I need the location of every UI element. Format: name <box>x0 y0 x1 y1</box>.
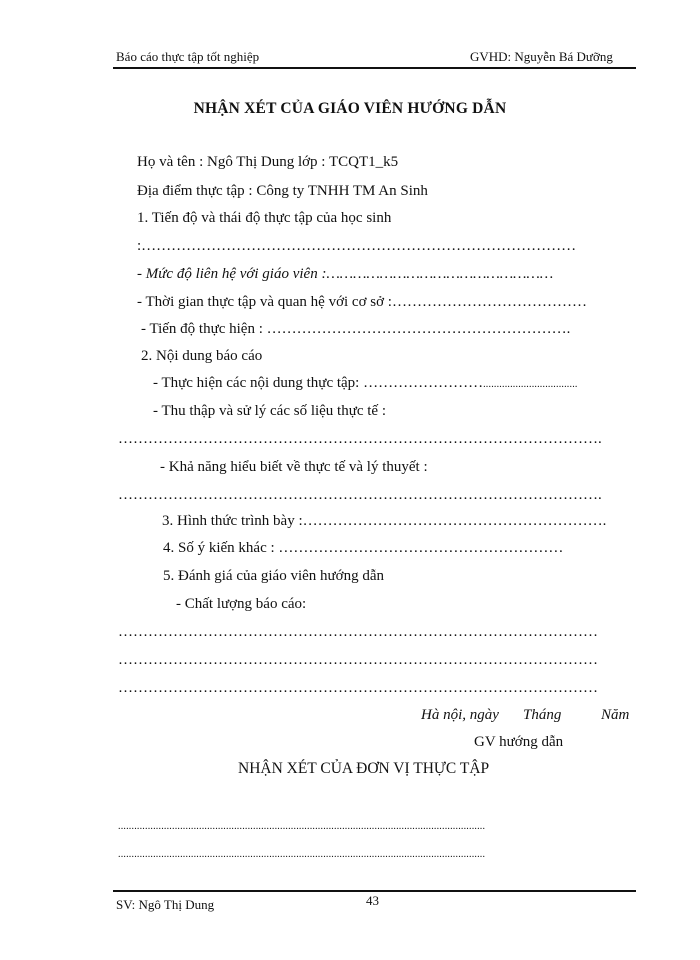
header-rule <box>113 67 636 69</box>
teacher-contact-line: - Mức độ liên hệ với giáo viên :…………………………………………… <box>137 266 554 282</box>
date-place-day: Hà nội, ngày <box>421 707 499 723</box>
section-4-line: 4. Số ý kiến khác : ………………………………………………… <box>163 540 564 556</box>
page-title: NHẬN XÉT CỦA GIÁO VIÊN HƯỚNG DẪN <box>193 100 507 117</box>
section-2a-line <box>153 374 633 394</box>
section-2b-line: - Thu thập và sử lý các số liệu thực tế : <box>153 403 387 419</box>
quality-dots-2: …………………………………………………………………………………… <box>118 652 598 668</box>
report-quality-line: - Chất lượng báo cáo: <box>176 596 307 612</box>
teacher-signature-label: GV hướng dẫn <box>474 734 564 750</box>
unit-dots-1: ........................................................................................................................................ <box>118 821 486 832</box>
section-5-heading: 5. Đánh giá của giáo viên hướng dẫn <box>163 568 385 584</box>
time-relationship-line: - Thời gian thực tập và quan hệ với cơ sở :………………………………… <box>137 294 587 310</box>
unit-dots-2: ........................................................................................................................................ <box>118 849 486 860</box>
date-month: Tháng <box>523 707 562 723</box>
footer-rule <box>113 890 636 892</box>
internship-place-line: Địa điểm thực tập : Công ty TNHH TM An Sinh <box>137 183 428 199</box>
section-3-line: 3. Hình thức trình bày :……………………………………………………. <box>162 513 607 529</box>
section-2a-text: - Thực hiện các nội dung thực tập: …………………… <box>153 375 484 391</box>
student-line: Họ và tên : Ngô Thị Dung lớp : TCQT1_k5 <box>137 154 399 170</box>
progress-line: - Tiến độ thực hiện : ……………………………………………………. <box>141 321 571 337</box>
section-1-dots: :…………………………………………………………………………… <box>137 238 577 254</box>
section-2-heading: 2. Nội dung báo cáo <box>141 348 263 364</box>
section-2c-dots: ……………………………………………………………………………………. <box>118 487 602 503</box>
section-2c-line: - Khả năng hiểu biết về thực tế và lý thuyết : <box>160 459 428 475</box>
header-report-title: Báo cáo thực tập tốt nghiệp <box>116 49 260 64</box>
quality-dots-1: …………………………………………………………………………………… <box>118 624 598 640</box>
footer-student: SV: Ngô Thị Dung <box>116 897 215 912</box>
section-2b-dots: ……………………………………………………………………………………. <box>118 431 602 447</box>
unit-section-title: NHẬN XÉT CỦA ĐƠN VỊ THỰC TẬP <box>238 760 490 777</box>
header-supervisor: GVHD: Nguyễn Bá Dưỡng <box>470 49 613 64</box>
date-year: Năm <box>601 707 630 723</box>
page-number: 43 <box>366 893 379 908</box>
quality-dots-3: …………………………………………………………………………………… <box>118 680 598 696</box>
section-2a-tail-dots: ................................... <box>483 379 578 390</box>
section-1-heading: 1. Tiến độ và thái độ thực tập của học sinh <box>137 210 392 226</box>
